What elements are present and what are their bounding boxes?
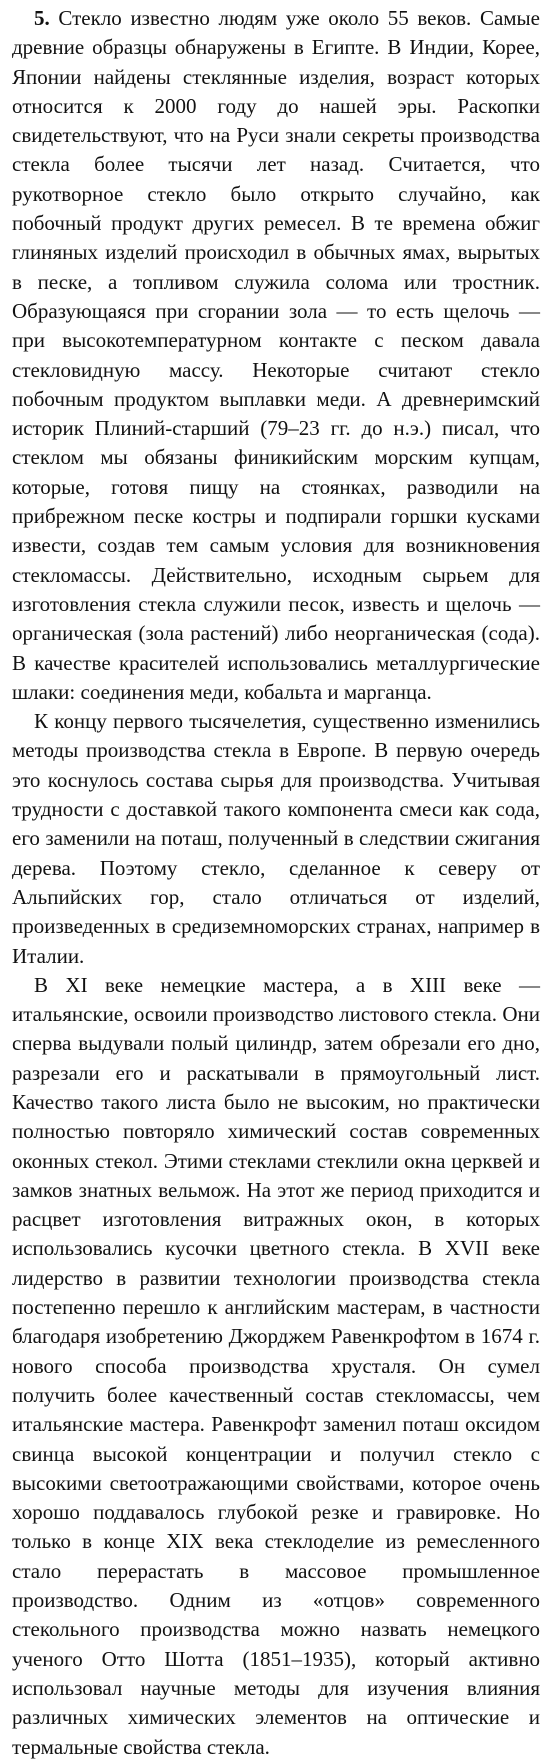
paragraph-3-text: В XI веке немецкие мастера, а в XIII веке — итальянские, освоили производство листового стекла. Они сперва выдували полый цилиндр, затем обрезали его дно, разрезали его и раскатывали в прямоугольный лист. Качество такого листа было не высоким, но практически полностью повторяло химический состав современных оконных стекол. Этими стеклами стеклили окна церквей и замков знатных вельмож. На этот же период приходится и расцвет изготовления витражных окон, в которых использовались кусочки цветного стекла. В XVII веке лидерство в развитии технологии производства стекла постепенно перешло к английским мастерам, в частности благодаря изобретению Джорджем Равенкрофтом в 1674 г. нового способа производства хрусталя. Он сумел получить более качественный состав стекломассы, чем итальянские мастера. Равенкрофт заменил поташ оксидом свинца высокой концентрации и получил стекло с высокими светоотражающими свойствами, которое очень хорошо поддавалось глубокой резке и гравировке. Но только в конце XIX века стеклоделие из ремесленного стало перерастать в массовое промышленное производство. Одним из «отцов» современного стекольного производства можно назвать немецкого ученого Отто Шотта (1851–1935), который активно использовал научные методы для изучения влияния различных химических элементов на оптические и термальные свойства стекла. <box>12 972 540 1759</box>
exercise-number: 5. <box>34 6 50 30</box>
paragraph-1 <box>12 4 540 707</box>
paragraph-3 <box>12 971 540 1762</box>
paragraph-2 <box>12 707 540 971</box>
paragraph-2-text: К концу первого тысячелетия, существенно изменились методы производства стекла в Европе. В первую очередь это коснулось состава сырья для производства. Учитывая трудности с доставкой такого компонента смеси как сода, его заменили на поташ, полученный в следствии сжигания дерева. Поэтому стекло, сделанное к северу от Альпийских гор, стало отличаться от изделий, произведенных в средиземноморских странах, например в Италии. <box>12 709 540 968</box>
paragraph-1-text: Стекло известно людям уже около 55 веков. Самые древние образцы обнаружены в Египте. В Индии, Корее, Японии найдены стеклянные изделия, возраст которых относится к 2000 году до нашей эры. Раскопки свидетельствуют, что на Руси знали секреты производства стекла более тысячи лет назад. Считается, что рукотворное стекло было открыто случайно, как побочный продукт других ремесел. В те времена обжиг глиняных изделий происходил в обычных ямах, вырытых в песке, а топливом служила солома или тростник. Образующаяся при сгорании зола — то есть щелочь — при высокотемпературном контакте с песком давала стекловидную массу. Некоторые считают стекло побочным продуктом выплавки меди. А древнеримский историк Плиний-старший (79–23 гг. до н.э.) писал, что стеклом мы обязаны финикийским морским купцам, которые, готовя пищу на стоянках, разводили на прибрежном песке костры и подпирали горшки кусками извести, создав тем самым условия для возникновения стекломассы. Действительно, исходным сырьем для изготовления стекла служили песок, известь и щелочь — органическая (зола растений) либо неорганическая (сода). В качестве красителей использовались металлургические шлаки: соединения меди, кобальта и марганца. <box>12 6 540 704</box>
